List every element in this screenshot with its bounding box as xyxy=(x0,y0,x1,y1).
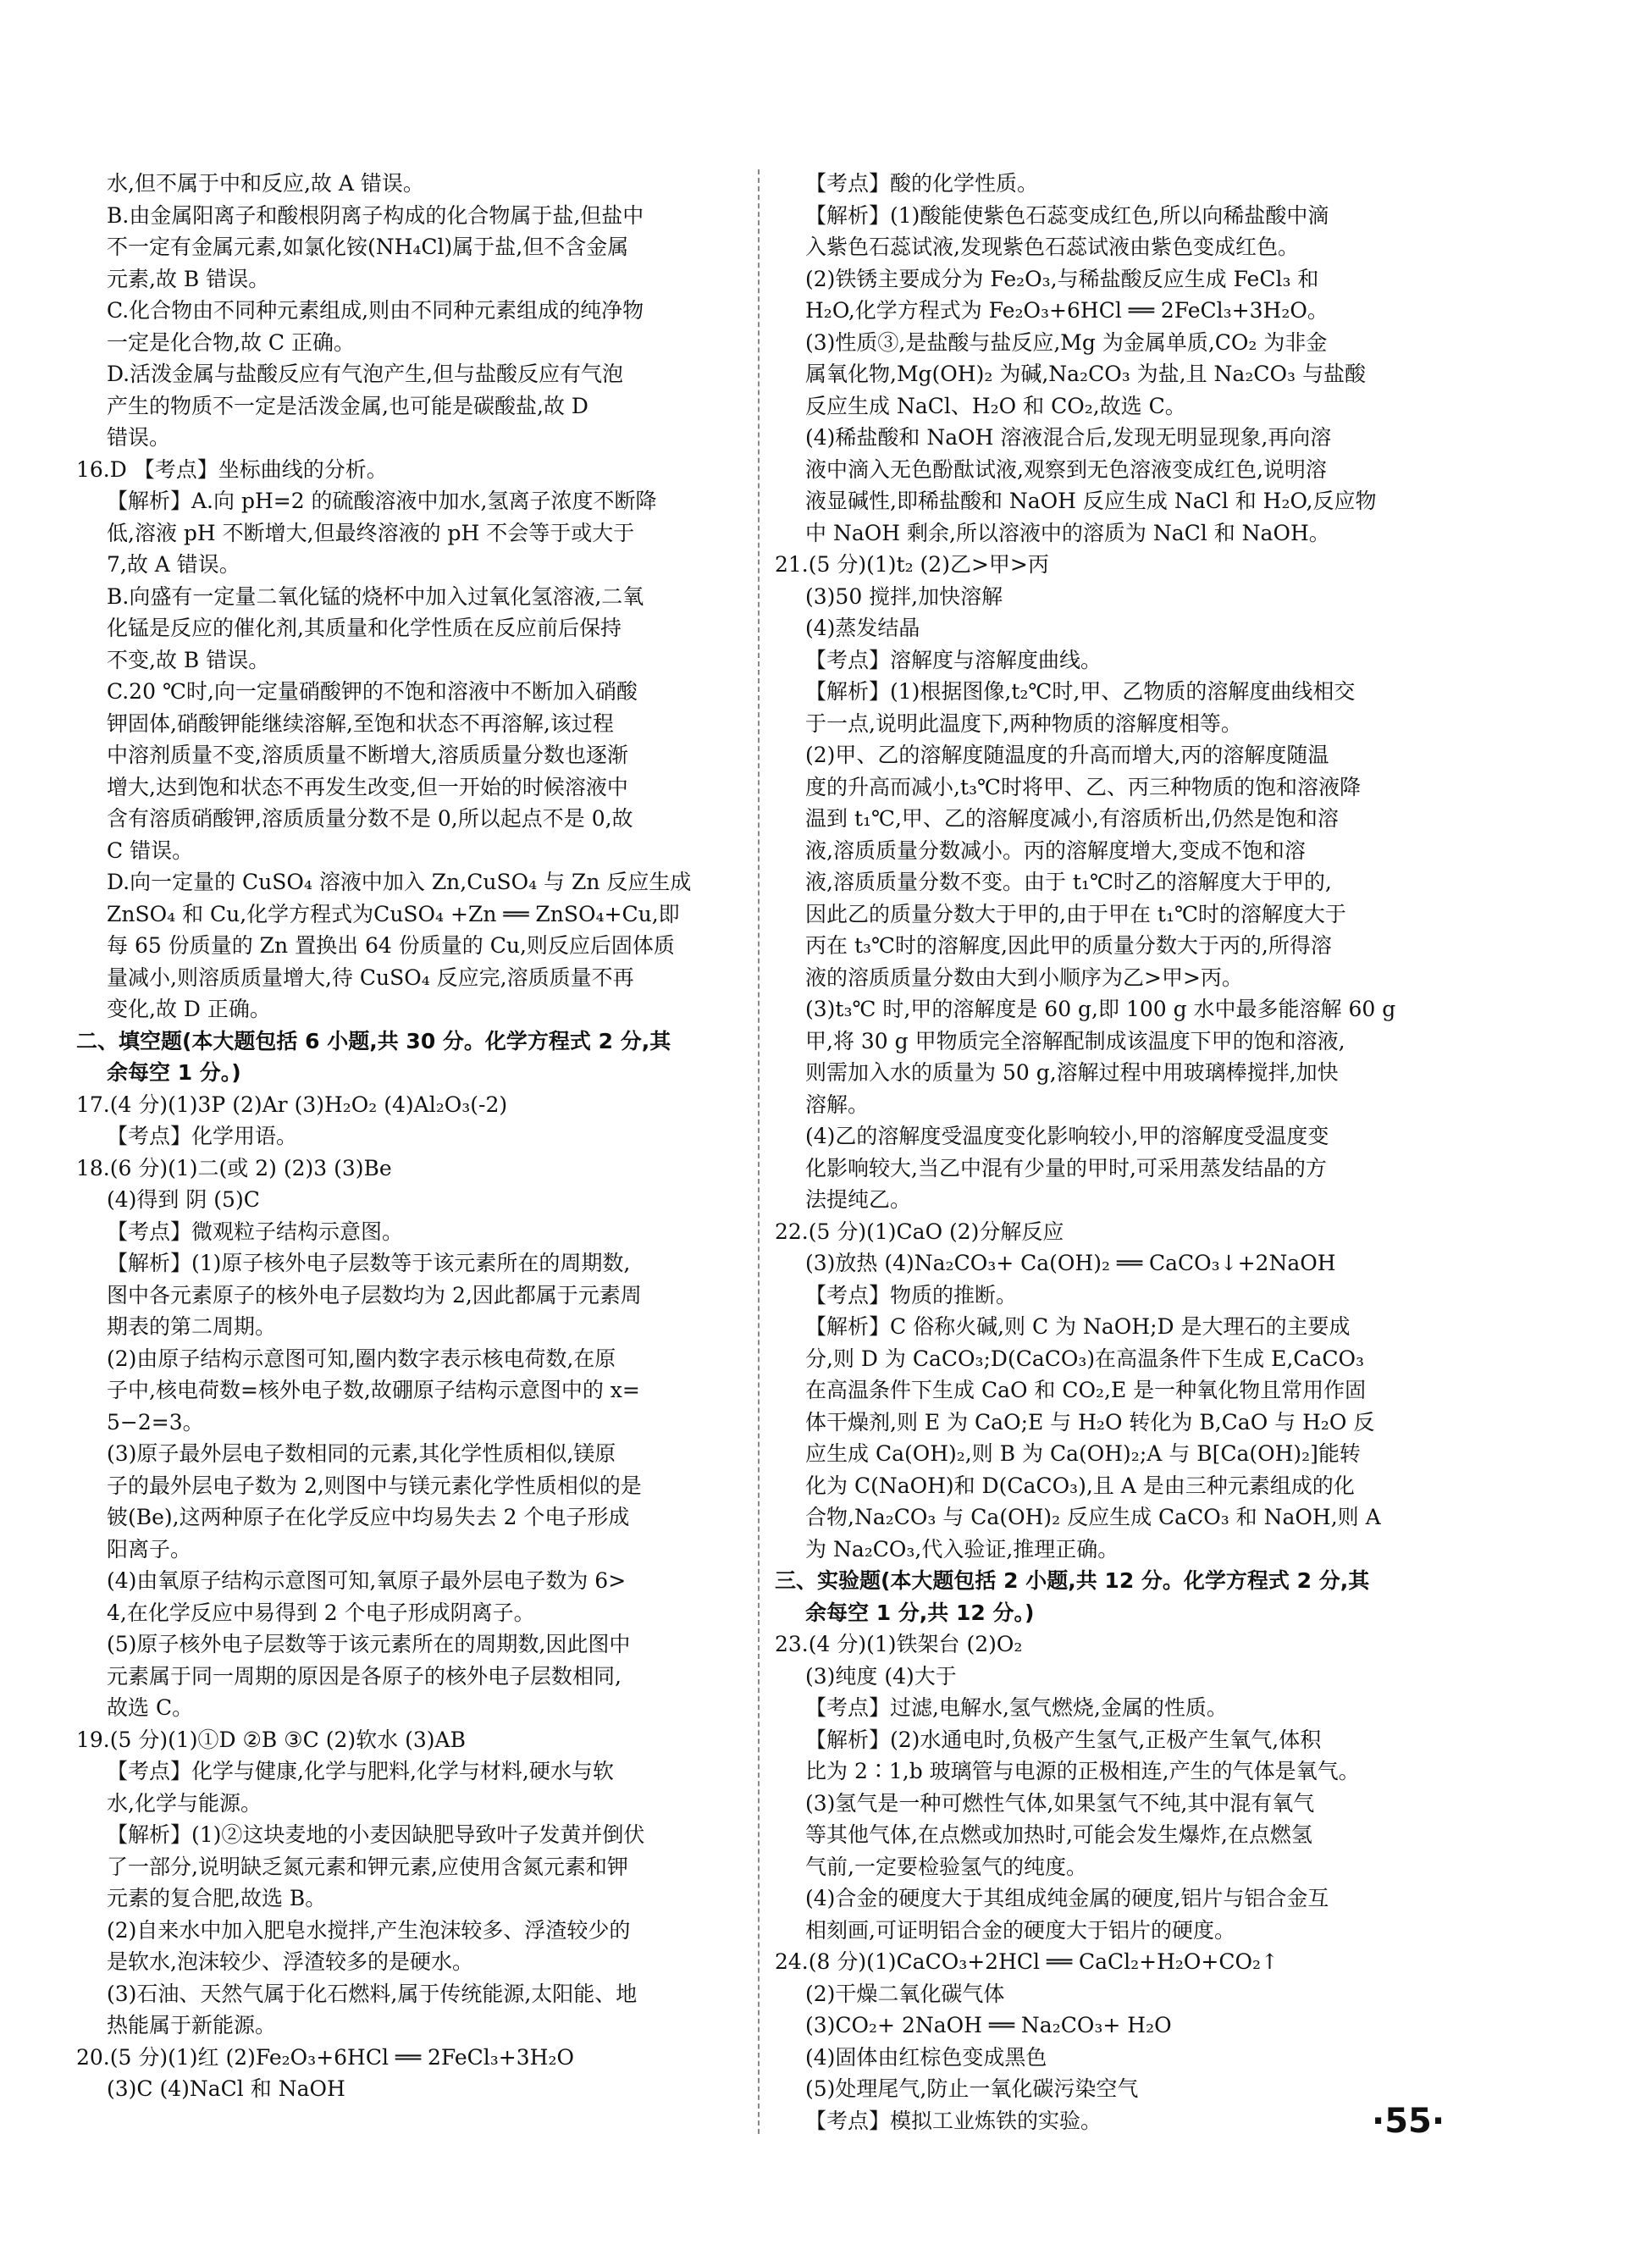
text-line: 子的最外层电子数为 2,则图中与镁元素化学性质相似的是 xyxy=(107,1473,642,1498)
text-line: C.化合物由不同种元素组成,则由不同种元素组成的纯净物 xyxy=(107,298,644,323)
text-line: 属氧化物,Mg(OH)₂ 为碱,Na₂CO₃ 为盐,且 Na₂CO₃ 与盐酸 xyxy=(805,362,1366,386)
text-line: (3)50 搅拌,加快溶解 xyxy=(805,583,1003,609)
text-line: 20.(5 分)(1)红 (2)Fe₂O₃+6HCl ══ 2FeCl₃+3H₂O xyxy=(76,2044,574,2070)
right-column xyxy=(775,168,1427,2137)
text-line: 【解析】(1)原子核外电子层数等于该元素所在的周期数, xyxy=(107,1251,631,1275)
text-line: 了一部分,说明缺乏氮元素和钾元素,应使用含氮元素和钾 xyxy=(107,1854,628,1879)
text-line: 16.D 【考点】坐标曲线的分析。 xyxy=(76,456,388,482)
text-line: 低,溶液 pH 不断增大,但最终溶液的 pH 不会等于或大于 xyxy=(107,520,635,545)
text-line: 是软水,泡沫较少、浮渣较多的是硬水。 xyxy=(107,1949,473,1974)
text-line: 【解析】(2)水通电时,负极产生氢气,正极产生氧气,体积 xyxy=(805,1727,1322,1752)
text-line: 液显碱性,即稀盐酸和 NaOH 反应生成 NaCl 和 H₂O,反应物 xyxy=(805,489,1377,513)
text-line: D.向一定量的 CuSO₄ 溶液中加入 Zn,CuSO₄ 与 Zn 反应生成 xyxy=(107,870,692,894)
text-line: D.活泼金属与盐酸反应有气泡产生,但与盐酸反应有气泡 xyxy=(107,362,624,386)
text-line: 铍(Be),这两种原子在化学反应中均易失去 2 个电子形成 xyxy=(107,1505,630,1529)
text-line: (4)得到 阴 (5)C xyxy=(107,1187,260,1212)
text-line: 17.(4 分)(1)3P (2)Ar (3)H₂O₂ (4)Al₂O₃(-2) xyxy=(76,1092,508,1117)
text-line: 变化,故 D 正确。 xyxy=(107,997,271,1021)
text-line: (3)C (4)NaCl 和 NaOH xyxy=(107,2076,345,2101)
text-line: 【考点】过滤,电解水,氢气燃烧,金属的性质。 xyxy=(805,1695,1228,1720)
text-line: 等其他气体,在点燃或加热时,可能会发生爆炸,在点燃氢 xyxy=(805,1822,1312,1847)
text-line: 热能属于新能源。 xyxy=(107,2013,277,2037)
text-line: 阳离子。 xyxy=(107,1536,192,1562)
text-line: 法提纯乙。 xyxy=(805,1187,912,1212)
text-line: 元素的复合肥,故选 B。 xyxy=(107,1886,327,1910)
text-line: (4)合金的硬度大于其组成纯金属的硬度,铝片与铝合金互 xyxy=(805,1886,1329,1910)
text-line: 相刻画,可证明铝合金的硬度大于铝片的硬度。 xyxy=(805,1917,1235,1943)
text-line: (3)氢气是一种可燃性气体,如果氢气不纯,其中混有氧气 xyxy=(805,1790,1315,1816)
text-line: 【解析】(1)②这块麦地的小麦因缺肥导致叶子发黄并倒伏 xyxy=(107,1822,645,1847)
text-line: 为 Na₂CO₃,代入验证,推理正确。 xyxy=(805,1536,1119,1562)
text-line: C 错误。 xyxy=(107,838,194,863)
text-line: 化为 C(NaOH)和 D(CaCO₃),且 A 是由三种元素组成的化 xyxy=(805,1473,1355,1498)
text-line: 每 65 份质量的 Zn 置换出 64 份质量的 Cu,则反应后固体质 xyxy=(107,933,675,958)
text-line: 图中各元素原子的核外电子层数均为 2,因此都属于元素周 xyxy=(107,1282,642,1307)
text-line: (3)放热 (4)Na₂CO₃+ Ca(OH)₂ ══ CaCO₃↓+2NaOH xyxy=(805,1251,1336,1275)
text-line: (2)干燥二氧化碳气体 xyxy=(805,1981,1005,2006)
text-line: 18.(6 分)(1)二(或 2) (2)3 (3)Be xyxy=(76,1155,392,1180)
text-line: 水,化学与能源。 xyxy=(107,1790,262,1816)
text-line: (2)铁锈主要成分为 Fe₂O₃,与稀盐酸反应生成 FeCl₃ 和 xyxy=(805,266,1319,291)
text-line: 应生成 Ca(OH)₂,则 B 为 Ca(OH)₂;A 与 B[Ca(OH)₂]能转 xyxy=(805,1441,1361,1466)
text-line: (4)乙的溶解度受温度变化影响较小,甲的溶解度受温度变 xyxy=(805,1124,1329,1148)
text-line: (3)原子最外层电子数相同的元素,其化学性质相似,镁原 xyxy=(107,1441,616,1466)
text-line: 一定是化合物,故 C 正确。 xyxy=(107,329,355,355)
text-line: 度的升高而减小,t₃℃时将甲、乙、丙三种物质的饱和溶液降 xyxy=(805,774,1361,799)
text-line: H₂O,化学方程式为 Fe₂O₃+6HCl ══ 2FeCl₃+3H₂O。 xyxy=(805,298,1329,323)
section-heading-line: 二、填空题(本大题包括 6 小题,共 30 分。化学方程式 2 分,其 xyxy=(76,1028,671,1053)
text-line: 元素属于同一周期的原因是各原子的核外电子层数相同, xyxy=(107,1663,622,1689)
text-line: (4)稀盐酸和 NaOH 溶液混合后,发现无明显现象,再向溶 xyxy=(805,425,1332,450)
text-line: 液的溶质质量分数由大到小顺序为乙>甲>丙。 xyxy=(805,965,1243,990)
text-line: (5)原子核外电子层数等于该元素所在的周期数,因此图中 xyxy=(107,1632,631,1656)
text-line: 液,溶质质量分数不变。由于 t₁℃时乙的溶解度大于甲的, xyxy=(805,870,1332,894)
text-line: (3)CO₂+ 2NaOH ══ Na₂CO₃+ H₂O xyxy=(805,2013,1172,2037)
text-line: 不变,故 B 错误。 xyxy=(107,647,270,672)
text-line: 比为 2∶1,b 玻璃管与电源的正极相连,产生的气体是氧气。 xyxy=(805,1759,1360,1783)
text-line: 钾固体,硝酸钾能继续溶解,至饱和状态不再溶解,该过程 xyxy=(107,710,614,736)
text-line: 化影响较大,当乙中混有少量的甲时,可采用蒸发结晶的方 xyxy=(805,1155,1327,1180)
text-line: 4,在化学反应中易得到 2 个电子形成阴离子。 xyxy=(107,1600,535,1625)
text-line: 【解析】(1)根据图像,t₂℃时,甲、乙物质的溶解度曲线相交 xyxy=(805,679,1356,704)
text-line: 在高温条件下生成 CaO 和 CO₂,E 是一种氧化物且常用作固 xyxy=(805,1378,1367,1402)
text-line: ZnSO₄ 和 Cu,化学方程式为CuSO₄ +Zn ══ ZnSO₄+Cu,即 xyxy=(107,901,680,926)
text-line: 反应生成 NaCl、H₂O 和 CO₂,故选 C。 xyxy=(805,393,1186,418)
text-line: 分,则 D 为 CaCO₃;D(CaCO₃)在高温条件下生成 E,CaCO₃ xyxy=(805,1346,1364,1371)
text-line: B.向盛有一定量二氧化锰的烧杯中加入过氧化氢溶液,二氧 xyxy=(107,583,644,609)
text-line: (4)蒸发结晶 xyxy=(805,616,920,640)
text-line: 【考点】酸的化学性质。 xyxy=(805,171,1039,196)
text-line: (3)纯度 (4)大于 xyxy=(805,1663,957,1689)
text-line: 则需加入水的质量为 50 g,溶解过程中用玻璃棒搅拌,加快 xyxy=(805,1060,1339,1085)
text-line: 7,故 A 错误。 xyxy=(107,552,240,577)
text-line: 溶解。 xyxy=(805,1092,870,1117)
left-column xyxy=(76,168,728,2105)
text-line: 子中,核电荷数=核外电子数,故硼原子结构示意图中的 x= xyxy=(107,1378,640,1402)
text-line: 24.(8 分)(1)CaCO₃+2HCl ══ CaCl₂+H₂O+CO₂↑ xyxy=(775,1949,1279,1974)
text-line: 水,但不属于中和反应,故 A 错误。 xyxy=(107,171,424,196)
text-line: 因此乙的质量分数大于甲的,由于甲在 t₁℃时的溶解度大于 xyxy=(805,901,1346,926)
text-line: 增大,达到饱和状态不再发生改变,但一开始的时候溶液中 xyxy=(107,774,628,799)
text-line: 产生的物质不一定是活泼金属,也可能是碳酸盐,故 D xyxy=(107,393,588,418)
section-heading-line: 三、实验题(本大题包括 2 小题,共 12 分。化学方程式 2 分,其 xyxy=(775,1568,1370,1593)
text-line: 气前,一定要检验氢气的纯度。 xyxy=(805,1854,1087,1879)
text-line: (3)t₃℃ 时,甲的溶解度是 60 g,即 100 g 水中最多能溶解 60 g xyxy=(805,997,1396,1021)
text-line: 甲,将 30 g 甲物质完全溶解配制成该温度下甲的饱和溶液, xyxy=(805,1028,1345,1053)
text-line: 19.(5 分)(1)①D ②B ③C (2)软水 (3)AB xyxy=(76,1727,466,1752)
text-line: 中溶剂质量不变,溶质质量不断增大,溶质质量分数也逐渐 xyxy=(107,743,628,767)
text-line: 于一点,说明此温度下,两种物质的溶解度相等。 xyxy=(805,710,1242,736)
text-line: 液中滴入无色酚酞试液,观察到无色溶液变成红色,说明溶 xyxy=(805,456,1327,482)
text-line: 元素,故 B 错误。 xyxy=(107,266,270,291)
text-line: 【考点】溶解度与溶解度曲线。 xyxy=(805,647,1102,672)
text-line: C.20 ℃时,向一定量硝酸钾的不饱和溶液中不断加入硝酸 xyxy=(107,679,638,704)
text-line: 22.(5 分)(1)CaO (2)分解反应 xyxy=(775,1219,1064,1244)
text-line: 【考点】模拟工业炼铁的实验。 xyxy=(805,2108,1102,2133)
text-line: 含有溶质硝酸钾,溶质质量分数不是 0,所以起点不是 0,故 xyxy=(107,806,633,831)
text-line: (3)性质③,是盐酸与盐反应,Mg 为金属单质,CO₂ 为非金 xyxy=(805,329,1328,355)
page-number: ·55· xyxy=(1372,2102,1445,2141)
text-line: 体干燥剂,则 E 为 CaO;E 与 H₂O 转化为 B,CaO 与 H₂O 反 xyxy=(805,1409,1375,1435)
text-line: 【考点】物质的推断。 xyxy=(805,1282,1018,1307)
text-line: 温到 t₁℃,甲、乙的溶解度减小,有溶质析出,仍然是饱和溶 xyxy=(805,806,1339,831)
text-line: 【考点】微观粒子结构示意图。 xyxy=(107,1219,404,1244)
text-line: 化锰是反应的催化剂,其质量和化学性质在反应前后保持 xyxy=(107,616,622,640)
text-line: 入紫色石蕊试液,发现紫色石蕊试液由紫色变成红色。 xyxy=(805,235,1299,259)
text-line: 期表的第二周期。 xyxy=(107,1314,277,1339)
text-line: 【解析】C 俗称火碱,则 C 为 NaOH;D 是大理石的主要成 xyxy=(805,1314,1351,1339)
text-line: 5−2=3。 xyxy=(107,1409,204,1435)
text-line: 23.(4 分)(1)铁架台 (2)O₂ xyxy=(775,1632,1023,1656)
column-divider xyxy=(758,169,760,2134)
text-line: 错误。 xyxy=(107,425,171,450)
text-line: (2)甲、乙的溶解度随温度的升高而增大,丙的溶解度随温 xyxy=(805,743,1329,767)
text-line: 【解析】A.向 pH=2 的硫酸溶液中加水,氢离子浓度不断降 xyxy=(107,489,657,513)
text-line: (5)处理尾气,防止一氧化碳污染空气 xyxy=(805,2076,1139,2101)
text-line: 故选 C。 xyxy=(107,1695,194,1720)
text-line: 量减小,则溶质质量增大,待 CuSO₄ 反应完,溶质质量不再 xyxy=(107,965,634,990)
text-line: 中 NaOH 剩余,所以溶液中的溶质为 NaCl 和 NaOH。 xyxy=(805,520,1330,545)
text-line: (4)固体由红棕色变成黑色 xyxy=(805,2044,1047,2070)
text-line: 丙在 t₃℃时的溶解度,因此甲的质量分数大于丙的,所得溶 xyxy=(805,933,1332,958)
section-heading-line: 余每空 1 分,共 12 分。) xyxy=(805,1600,1035,1625)
text-line: 【考点】化学用语。 xyxy=(107,1124,298,1148)
section-heading-line: 余每空 1 分。) xyxy=(107,1060,241,1085)
text-line: 不一定有金属元素,如氯化铵(NH₄Cl)属于盐,但不含金属 xyxy=(107,235,629,259)
text-line: B.由金属阳离子和酸根阴离子构成的化合物属于盐,但盐中 xyxy=(107,202,644,228)
text-line: 液,溶质质量分数减小。丙的溶解度增大,变成不饱和溶 xyxy=(805,838,1306,863)
text-line: (3)石油、天然气属于化石燃料,属于传统能源,太阳能、地 xyxy=(107,1981,638,2006)
text-line: 21.(5 分)(1)t₂ (2)乙>甲>丙 xyxy=(775,552,1049,577)
text-line: (2)由原子结构示意图可知,圈内数字表示核电荷数,在原 xyxy=(107,1346,616,1371)
text-line: (2)自来水中加入肥皂水搅拌,产生泡沫较多、浮渣较少的 xyxy=(107,1917,631,1943)
text-line: 合物,Na₂CO₃ 与 Ca(OH)₂ 反应生成 CaCO₃ 和 NaOH,则 A xyxy=(805,1505,1381,1529)
text-line: 【考点】化学与健康,化学与肥料,化学与材料,硬水与软 xyxy=(107,1759,614,1783)
text-line: 【解析】(1)酸能使紫色石蕊变成红色,所以向稀盐酸中滴 xyxy=(805,202,1329,228)
text-line: (4)由氧原子结构示意图可知,氧原子最外层电子数为 6> xyxy=(107,1568,627,1593)
